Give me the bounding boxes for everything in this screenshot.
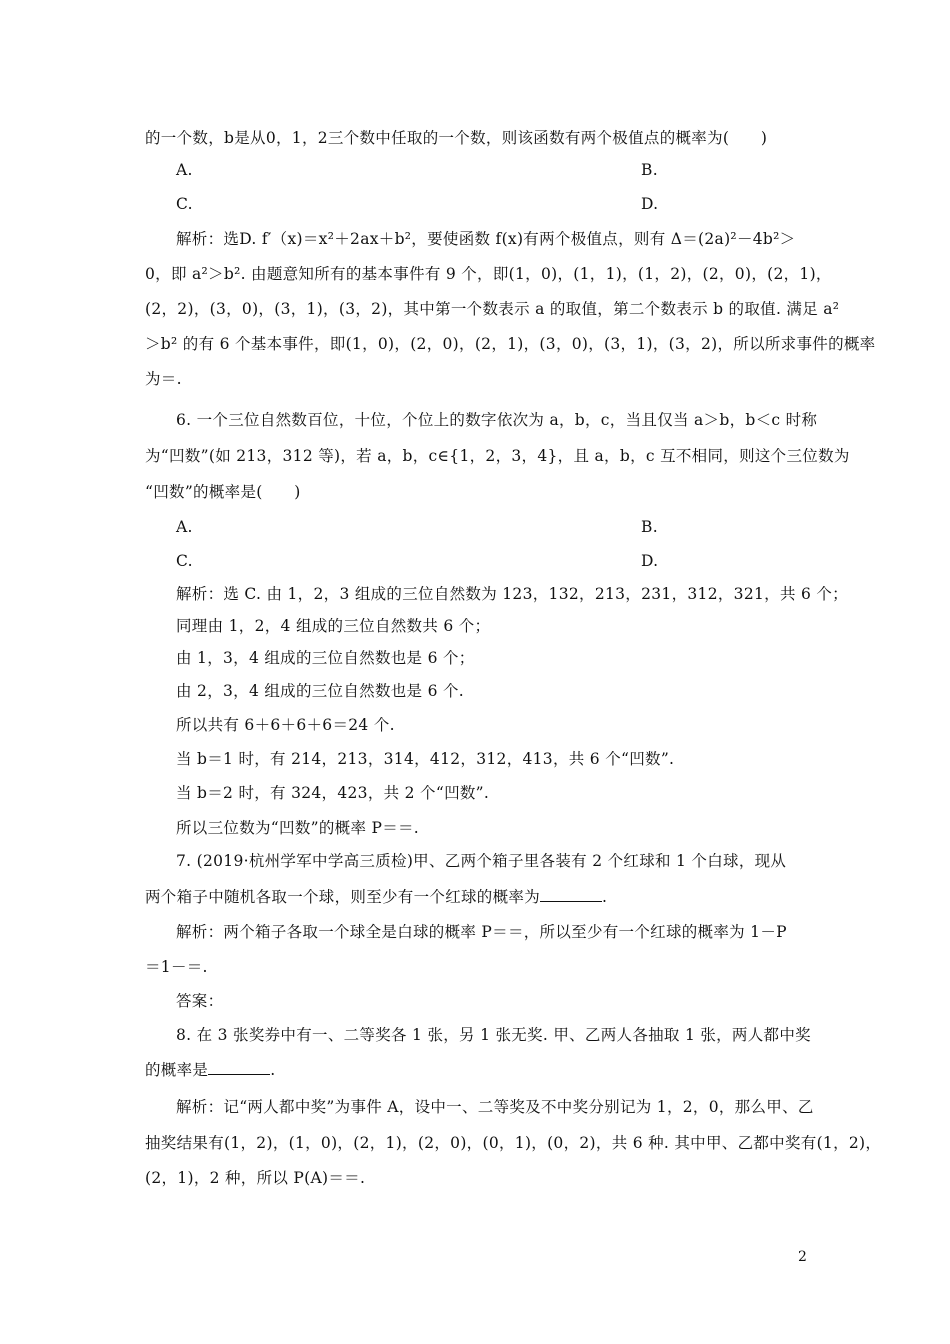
q7-text-line: 7. (2019·杭州学军中学高三质检)甲、乙两个箱子里各装有 2 个红球和 1 个白球，现从 xyxy=(176,852,787,870)
q7-solution-line: 解析：两个箱子各取一个球全是白球的概率 P＝＝，所以至少有一个红球的概率为 1－P xyxy=(176,923,787,941)
q6-option-c: C. xyxy=(176,552,193,570)
q7-period: . xyxy=(602,888,608,906)
q5-solution-line: 为＝. xyxy=(145,370,182,388)
q5-option-c: C. xyxy=(176,195,193,213)
q6-solution-line: 由 2，3，4 组成的三位自然数也是 6 个. xyxy=(176,682,464,700)
q5-solution-line: (2，2)，(3，0)，(3，1)，(3，2)，其中第一个数表示 a 的取值，第二个数表示 b 的取值. 满足 a² xyxy=(145,300,840,318)
q6-text-line: 6. 一个三位自然数百位，十位，个位上的数字依次为 a，b，c，当且仅当 a＞b，b＜c 时称 xyxy=(176,411,818,429)
q8-solution-line: 抽奖结果有(1，2)，(1，0)，(2，1)，(2，0)，(0，1)，(0，2)，共 6 种. 其中甲、乙都中奖有(1，2)， xyxy=(145,1134,882,1152)
q7-answer-label: 答案： xyxy=(176,992,224,1010)
q6-option-a: A. xyxy=(176,518,193,536)
q6-text-line: “凹数”的概率是( ) xyxy=(145,483,301,501)
answer-blank xyxy=(208,1060,270,1075)
q5-text-line: 的一个数，b是从0，1，2三个数中任取的一个数，则该函数有两个极值点的概率为( ) xyxy=(145,129,768,147)
q5-solution-line: 0，即 a²＞b². 由题意知所有的基本事件有 9 个，即(1，0)，(1，1)，(1，2)，(2，0)，(2，1)， xyxy=(145,265,832,283)
q8-solution-line: (2，1)，2 种，所以 P(A)＝＝. xyxy=(145,1169,366,1187)
q8-text-line: 8. 在 3 张奖券中有一、二等奖各 1 张，另 1 张无奖. 甲、乙两人各抽取 1 张，两人都中奖 xyxy=(176,1026,811,1044)
q6-solution-line: 当 b＝2 时，有 324，423，共 2 个“凹数”. xyxy=(176,784,490,802)
q7-text: 两个箱子中随机各取一个球，则至少有一个红球的概率为 xyxy=(145,888,541,906)
q6-solution-line: 同理由 1，2，4 组成的三位自然数共 6 个； xyxy=(176,617,491,635)
q8-solution-line: 解析：记“两人都中奖”为事件 A，设中一、二等奖及不中奖分别记为 1，2，0，那么甲、乙 xyxy=(176,1098,814,1116)
q7-text-line xyxy=(145,887,607,907)
q5-solution-line: ＞b² 的有 6 个基本事件，即(1，0)，(2，0)，(2，1)，(3，0)，(3，1)，(3，2)，所以所求事件的概率 xyxy=(145,335,876,353)
q8-text-line xyxy=(145,1060,275,1080)
q6-text-line: 为“凹数”(如 213，312 等)，若 a，b，c∈{1，2，3，4}，且 a，b，c 互不相同，则这个三位数为 xyxy=(145,447,850,465)
q6-option-d: D. xyxy=(641,552,659,570)
q6-solution-line: 所以三位数为“凹数”的概率 P＝＝. xyxy=(176,819,420,837)
q8-text: 的概率是 xyxy=(145,1061,209,1079)
q6-solution-line: 解析：选 C. 由 1，2，3 组成的三位自然数为 123，132，213，231，312，321，共 6 个； xyxy=(176,585,848,603)
q6-option-b: B. xyxy=(641,518,658,536)
q5-option-d: D. xyxy=(641,195,659,213)
q5-option-a: A. xyxy=(176,161,193,179)
q5-option-b: B. xyxy=(641,161,658,179)
q5-solution-line: 解析：选D. f′（x)＝x²＋2ax＋b²，要使函数 f(x)有两个极值点，则有 Δ＝(2a)²－4b²＞ xyxy=(176,230,796,248)
q6-solution-line: 由 1，3，4 组成的三位自然数也是 6 个； xyxy=(176,649,475,667)
q7-solution-line: ＝1－＝. xyxy=(145,958,208,976)
q8-period: . xyxy=(270,1061,276,1079)
page-number: 2 xyxy=(798,1249,807,1265)
q6-solution-line: 所以共有 6＋6＋6＋6＝24 个. xyxy=(176,716,395,734)
answer-blank xyxy=(540,887,602,902)
q6-solution-line: 当 b＝1 时，有 214，213，314，412，312，413，共 6 个“凹数”. xyxy=(176,750,675,768)
